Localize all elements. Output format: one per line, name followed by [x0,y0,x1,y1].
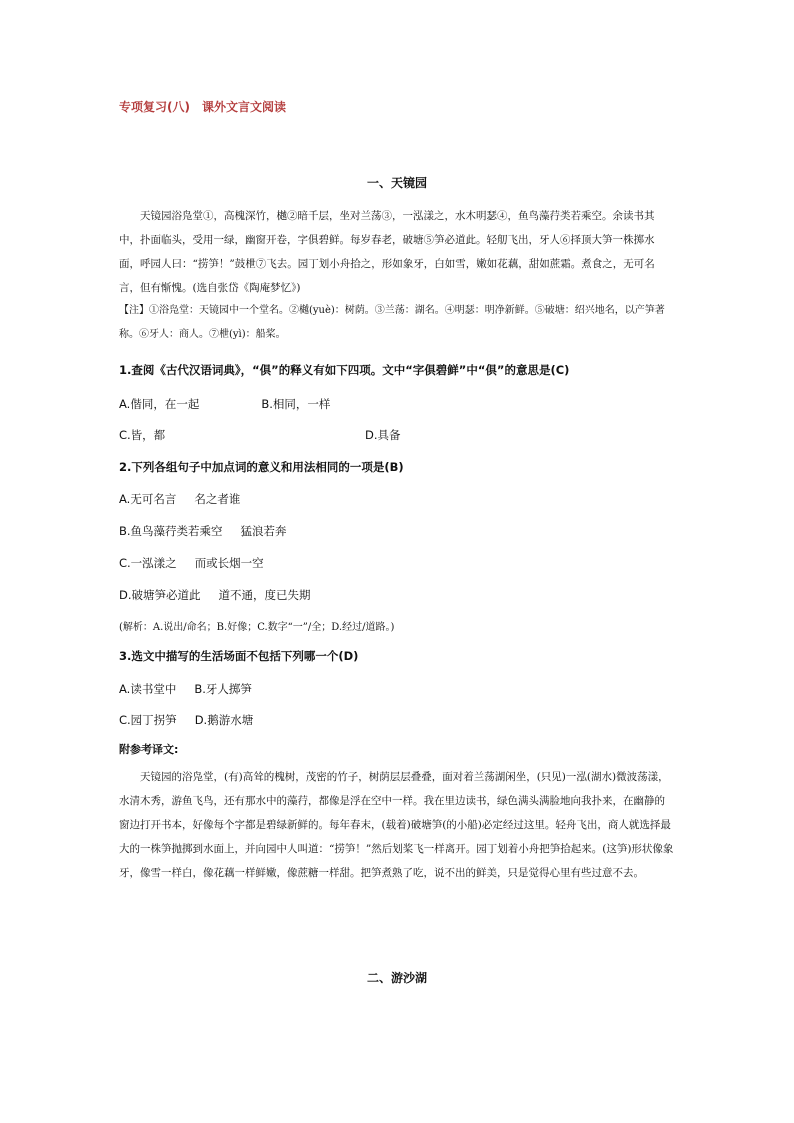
q2-option-c-left: C.一泓漾之 [119,556,177,570]
question-3-options-row-1 [119,681,679,697]
translation-label: 附参考译文: [119,743,179,756]
question-3-options-row-2 [119,712,679,728]
question-1-options-row-1 [119,396,679,412]
passage-text: 天镜园浴凫堂①，高槐深竹，樾②暗千层，坐对兰荡③，一泓漾之，水木明瑟④，鱼鸟藻荇类若乘空。余读书其中，扑面临头，受用一绿，幽窗开卷，字俱碧鲜。每岁春老，破塘⑤笋必道此。轻舠飞出，牙人⑥择顶大笋一株掷水面，呼园人曰：“捞笋！”鼓枻⑦飞去。园丁划小舟拾之，形如象牙，白如雪，嫩如花藕，甜如蔗霜。煮食之，无可名言，但有惭愧。(选自张岱《陶庵梦忆》) [119,210,655,294]
q2-option-b-left: B.鱼鸟藻荇类若乘空 [119,524,223,538]
q2-analysis: (解析：A.说出/命名；B.好像；C.数字“一”/全；D.经过/道路。) [119,622,395,633]
q2-option-a-right: 名之者谁 [194,492,241,506]
q2-option-d-left: D.破塘笋必道此 [119,588,201,602]
q3-option-c: C.园丁拐笋 [119,713,177,727]
q3-option-a: A.读书堂中 [119,682,177,696]
question-3-stem: 3.选文中描写的生活场面不包括下列哪一个(D) [119,649,359,663]
q3-option-b: B.牙人掷笋 [194,682,252,696]
q3-option-d: D.鹅游水塘 [194,713,254,727]
q2-option-c-right: 而或长烟一空 [194,556,264,570]
question-1-options-row-2 [119,427,679,443]
translation-text: 天镜园的浴凫堂，(有)高耸的槐树，茂密的竹子，树荫层层叠叠，面对着兰荡湖闲坐，(只见)一泓(湖水)微波荡漾，水清木秀，游鱼飞鸟，还有那水中的藻荇，都像是浮在空中一样。我在里边读书，绿色满头满脸地向我扑来，在幽静的窗边打开书本，好像每个字都是碧绿新鲜的。每年春末，(载着)破塘笋(的小船)必定经过这里。轻舟飞出，商人就选择最大的一株笋抛掷到水面上，并向园中人叫道：“捞笋！”然后划桨飞一样离开。园丁划着小舟把笋拾起来。(这笋)形状像象牙，像雪一样白，像花藕一样鲜嫩，像蔗糖一样甜。把笋煮熟了吃，说不出的鲜美，只是觉得心里有些过意不去。 [119,771,674,879]
question-1-stem: 1.查阅《古代汉语词典》，“俱”的释义有如下四项。文中“字俱碧鲜”中“俱”的意思是(C) [119,363,570,377]
q2-option-a-left: A.无可名言 [119,492,177,506]
q2-option-c [119,555,679,571]
q1-option-a: A.偕同，在一起 [119,397,200,411]
q2-option-b-right: 猛浪若奔 [240,524,287,538]
section-title-1: 一、天镜园 [366,176,427,190]
notes-text: 【注】①浴凫堂：天镜园中一个堂名。②樾(yuè)：树荫。③兰荡：湖名。④明瑟：明净新鲜。⑤破塘：绍兴地名，以产笋著称。⑥牙人：商人。⑦枻(yì)：船桨。 [119,305,665,340]
q1-option-d: D.具备 [365,428,401,442]
q1-option-c: C.皆，都 [119,428,166,442]
q2-option-a [119,491,679,507]
q2-option-b [119,523,679,539]
q2-option-d-right: 道不通，度已失期 [218,588,311,602]
section-title-2: 二、游沙湖 [366,971,427,985]
q2-option-d [119,587,679,603]
question-2-stem: 2.下列各组句子中加点词的意义和用法相同的一项是(B) [119,460,404,474]
page-title: 专项复习(八) 课外文言文阅读 [119,100,286,114]
q1-option-b: B.相同，一样 [261,397,331,411]
